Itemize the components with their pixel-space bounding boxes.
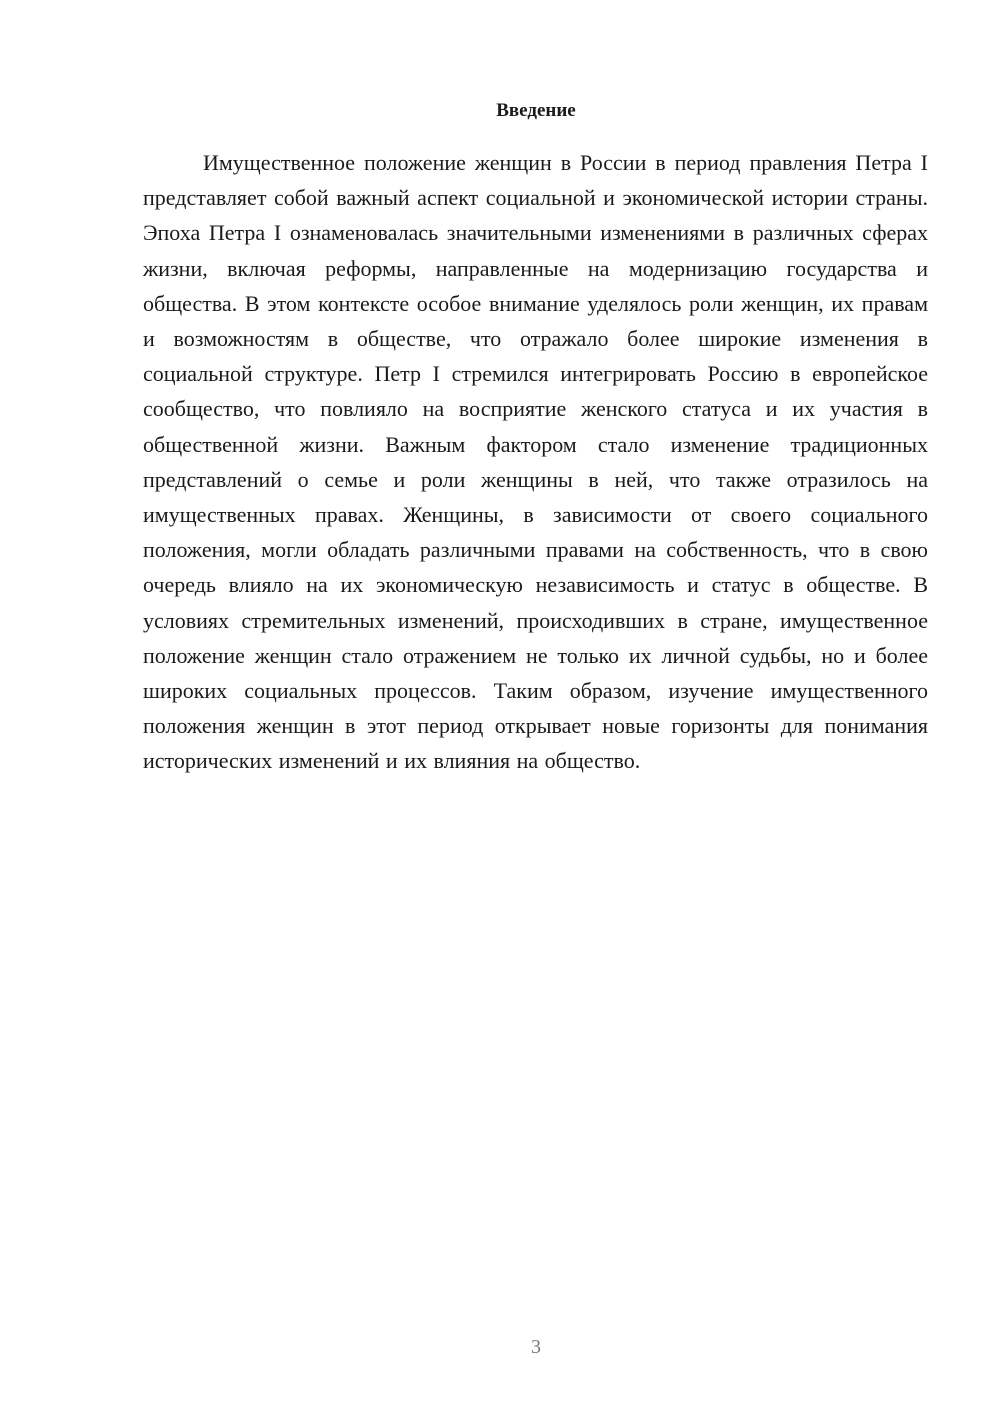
section-heading: Введение <box>496 100 576 121</box>
page-number: 3 <box>531 1336 541 1358</box>
body-paragraph: Имущественное положение женщин в России в период правления Петра I представляет собой важный аспект социальной и экономической истории страны. Эпоха Петра I ознаменовалась значительными изменениями в различных сферах жизни, включая реформы, направленные на модернизацию государства и общества. В этом контексте особое внимание уделялось роли женщин, их правам и возможностям в обществе, что отражало более широкие изменения в социальной структуре. Петр I стремился интегрировать Россию в европейское сообщество, что повлияло на восприятие женского статуса и их участия в общественной жизни. Важным фактором стало изменение традиционных представлений о семье и роли женщины в ней, что также отразилось на имущественных правах. Женщины, в зависимости от своего социального положения, могли обладать различными правами на собственность, что в свою очередь влияло на их экономическую независимость и статус в обществе. В условиях стремительных изменений, происходивших в стране, имущественное положение женщин стало отражением не только их личной судьбы, но и более широких социальных процессов. Таким образом, изучение имущественного положения женщин в этот период открывает новые горизонты для понимания исторических изменений и их влияния на общество. <box>143 150 928 774</box>
